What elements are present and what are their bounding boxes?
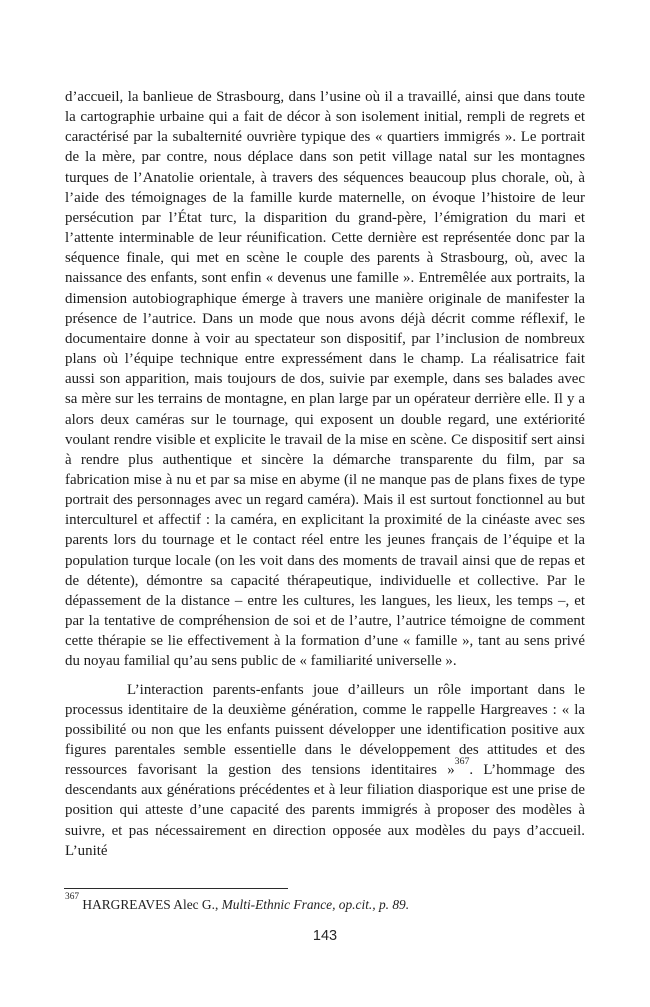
- page-number: 143: [312, 928, 338, 944]
- footnote: [65, 892, 585, 914]
- footnote-citation-author: HARGREAVES Alec G.,: [79, 897, 222, 912]
- paragraph-1: d’accueil, la banlieue de Strasbourg, dans l’usine où il a travaillé, ainsi que dans toute la cartographie urbaine qui a fait de décor à son isolement initial, rempli de regrets et caractérisé par la subalternité ouvrière typique des « quartiers immigrés ». Le portrait de la mère, par contre, nous déplace dans son petit village natal sur les montagnes turques de l’Anatolie orientale, à travers des séquences beaucoup plus chorale, où, à l’aide des témoignages de la famille kurde maternelle, on évoque l’histoire de leur persécution par l’État turc, la disparition du grand-père, l’émigration du mari et l’attente interminable de leur réunification. Cette dernière est représentée donc par la séquence finale, qui met en scène le couple des parents à Strasbourg, où, avec la naissance des enfants, sont enfin « devenus une famille ». Entremêlée aux portraits, la dimension autobiographique émerge à travers une manière originale de manifester la présence de l’autrice. Dans un mode que nous avons déjà décrit comme réflexif, le documentaire donne à voir au spectateur son dispositif, par l’inclusion de nombreux plans où l’équipe technique entre expressément dans le champ. La réalisatrice fait aussi son apparition, mais toujours de dos, suivie par exemple, dans ses balades avec sa mère sur les terrains de montagne, en plan large par un opérateur derrière elle. Il y a alors deux caméras sur le tournage, qui exposent un double regard, une extériorité voulant rendre visible et explicite le travail de la mise en scène. Ce dispositif sert ainsi à rendre plus authentique et sincère la démarche transparente du film, par sa fabrication mise à nu et par sa mise en abyme (il ne manque pas de plans fixes de type portrait des personnages avec un regard caméra). Mais il est surtout fonctionnel au but interculturel et affectif : la caméra, en explicitant la proximité de la cinéaste avec ses parents lors du tournage et le contact réel entre les jeunes français de l’équipe et la population turque locale (on les voit dans des moments de travail ainsi que de repas et de détente), démontre sa capacité thérapeutique, individuelle et collective. Par le dépassement de la distance – entre les cultures, les langues, les lieux, les temps –, et par la tentative de compréhension de soi et de l’autre, l’autrice témoigne de comment cette thérapie se lie effectivement à la formation d’une « famille », tant au sens privé du noyau familial qu’au sens public de « familiarité universelle ».: [65, 89, 585, 670]
- paragraph-2-text-before-ref: L’interaction parents-enfants joue d’ailleurs un rôle important dans le processus identitaire de la deuxième génération, comme le rappelle Hargreaves : « la possibilité ou non que les enfants puissent développer une identification positive aux figures parentales semble essentielle dans le développement des attitudes et des ressources favorisant la gestion des tensions identitaires »: [65, 681, 585, 779]
- paragraph-2: [65, 680, 585, 861]
- footnote-reference-367: 367: [454, 755, 470, 767]
- footnote-separator-rule: [64, 888, 288, 889]
- body-text: [65, 87, 585, 861]
- footnote-citation-title: Multi-Ethnic France, op.cit., p. 89.: [221, 897, 410, 912]
- footnote-number: 367: [65, 892, 80, 903]
- paragraph-2-text-after-ref: . L’hommage des descendants aux générations précédentes et à leur filiation diasporique est une prise de position qui atteste d’une capacité des parents immigrés à proposer des modèles à suivre, et pas nécessairement en direction opposée aux modèles du pays d’accueil. L’unité: [65, 762, 585, 859]
